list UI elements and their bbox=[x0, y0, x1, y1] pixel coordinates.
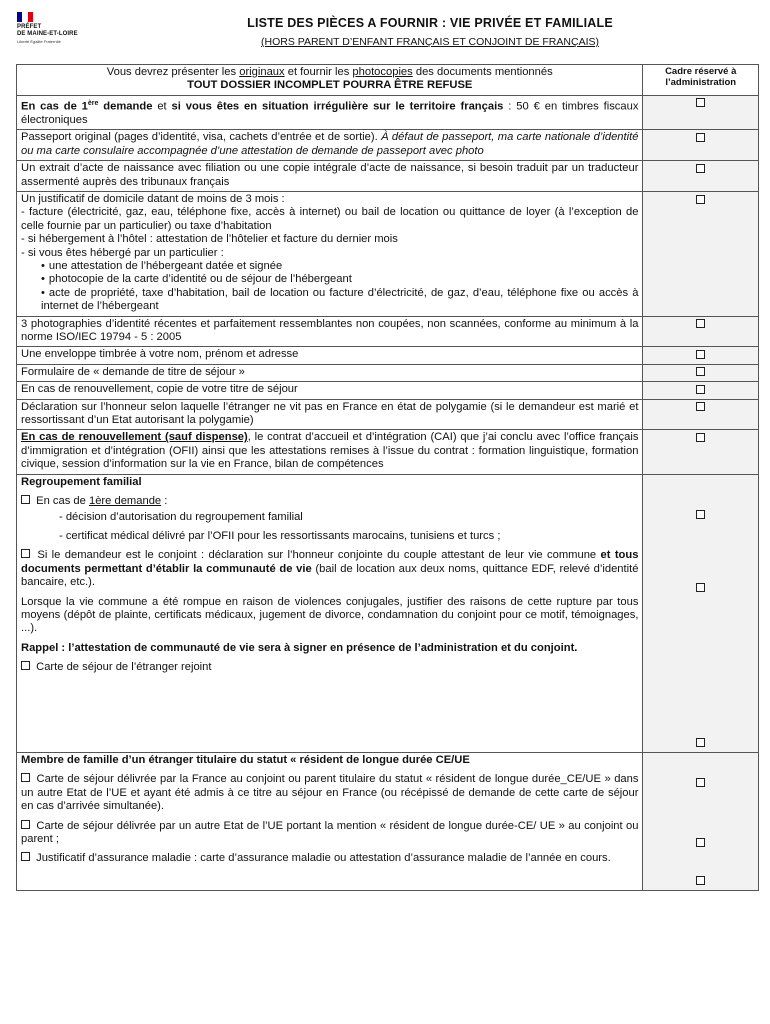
r1-e: : 50 € en timbres fiscaux électroniques bbox=[21, 100, 639, 126]
rg3: Lorsque la vie commune a été rompue en raison de violences conjugales, justifier des raisons de cette rupture par tous moyens (dépôt de plainte, certificats médicaux, jugement de divorce, condamnation du conjoint pour ce motif, témoignages, ...). bbox=[21, 595, 639, 635]
admin-checkbox[interactable] bbox=[696, 164, 705, 173]
admin-checkbox[interactable] bbox=[696, 433, 705, 442]
r1-b: demande bbox=[98, 100, 153, 113]
intro-originaux: originaux bbox=[239, 66, 285, 78]
host-documents-list bbox=[21, 260, 638, 314]
r1-sup: ère bbox=[87, 99, 99, 107]
r2-b: À défaut de passeport, ma carte nationale d’identité ou ma carte consulaire accompagnée d’une attestation de demande de passeport avec photo bbox=[21, 131, 639, 157]
republic-flag-icon bbox=[17, 12, 33, 22]
prefecture-logo bbox=[17, 12, 107, 44]
r10-a: En cas de renouvellement (sauf dispense) bbox=[21, 431, 248, 444]
admin-checkbox-cell bbox=[643, 95, 759, 130]
admin-checkbox[interactable] bbox=[696, 319, 705, 328]
admin-checkbox[interactable] bbox=[696, 738, 705, 747]
rg2-a: Si le demandeur est le conjoint : déclaration sur l’honneur conjointe du couple attestant de leur vie commune bbox=[33, 549, 601, 562]
ld3-text: Justificatif d’assurance maladie : carte d’assurance maladie ou attestation d’assurance maladie de l’année en cours. bbox=[33, 852, 611, 865]
table-row bbox=[17, 130, 759, 161]
admin-checkbox-cell bbox=[643, 316, 759, 347]
rg5 bbox=[21, 661, 638, 674]
admin-checkbox-cell bbox=[643, 130, 759, 161]
table-row bbox=[17, 399, 759, 430]
document-header bbox=[160, 16, 700, 48]
flag-red bbox=[28, 12, 33, 22]
intro-cell bbox=[17, 65, 643, 96]
rg5-text: Carte de séjour de l’étranger rejoint bbox=[33, 661, 212, 674]
admin-checkbox[interactable] bbox=[696, 385, 705, 394]
admin-checkbox-column bbox=[643, 474, 759, 752]
rg1 bbox=[21, 495, 638, 508]
r4-line: - si hébergement à l’hôtel : attestation de l’hôtelier et facture du dernier mois bbox=[21, 233, 398, 246]
proof-of-address-cell bbox=[17, 191, 643, 316]
admin-checkbox[interactable] bbox=[696, 367, 705, 376]
document-subtitle: (HORS PARENT D’ENFANT FRANÇAIS ET CONJOINT DE FRANÇAIS) bbox=[261, 36, 599, 48]
intro-warning: TOUT DOSSIER INCOMPLET POURRA ÊTRE REFUSE bbox=[187, 79, 473, 92]
admin-checkbox-cell bbox=[643, 399, 759, 430]
admin-checkbox[interactable] bbox=[696, 583, 705, 592]
rg2 bbox=[21, 549, 638, 589]
fiscal-stamps-cell bbox=[17, 95, 643, 130]
birth-certificate-cell: Un extrait d’acte de naissance avec filiation ou une copie intégrale d’acte de naissance, si besoin traduit par un traducteur assermenté auprès des tribunaux français bbox=[17, 161, 643, 192]
admin-checkbox-column bbox=[643, 752, 759, 890]
renewal-copy-cell: En cas de renouvellement, copie de votre titre de séjour bbox=[17, 382, 643, 399]
admin-checkbox-cell bbox=[643, 191, 759, 316]
list-item: • acte de propriété, taxe d’habitation, bail de location ou facture d’électricité, de gaz, d’eau, téléphone fixe ou accès à internet de l’hébergeant bbox=[41, 287, 638, 314]
table-header-row bbox=[17, 65, 759, 96]
ld3 bbox=[21, 852, 638, 865]
table-row bbox=[17, 364, 759, 381]
r1-c: et bbox=[152, 100, 172, 113]
form-cell: Formulaire de « demande de titre de séjour » bbox=[17, 364, 643, 381]
admin-checkbox-cell bbox=[643, 364, 759, 381]
admin-checkbox-cell bbox=[643, 161, 759, 192]
admin-checkbox[interactable] bbox=[696, 510, 705, 519]
checkbox-icon bbox=[21, 495, 30, 504]
family-reunification-cell bbox=[17, 474, 643, 752]
table-row bbox=[17, 382, 759, 399]
ld2-text: Carte de séjour délivrée par un autre Etat de l’UE portant la mention « résident de longue durée-CE/ UE » au conjoint ou parent ; bbox=[21, 819, 639, 845]
document-title: LISTE DES PIÈCES A FOURNIR : VIE PRIVÉE ET FAMILIALE bbox=[247, 16, 613, 30]
admin-header: Cadre réservé à l’administration bbox=[643, 65, 759, 96]
admin-checkbox[interactable] bbox=[696, 402, 705, 411]
r1-d: si vous êtes en situation irrégulière sur le territoire français bbox=[171, 100, 504, 113]
polygamy-declaration-cell: Déclaration sur l’honneur selon laquelle l’étranger ne vit pas en France en état de polygamie (si le demandeur est marié et ressortissant d’un Etat autorisant la polygamie) bbox=[17, 399, 643, 430]
r4-line: Un justificatif de domicile datant de moins de 3 mois : bbox=[21, 192, 285, 205]
rg1-d2: - certificat médical délivré par l’OFII pour les ressortissants marocains, tunisiens et turcs ; bbox=[59, 529, 501, 542]
checkbox-icon bbox=[21, 773, 30, 782]
table-row bbox=[17, 474, 759, 752]
long-term-resident-title: Membre de famille d’un étranger titulaire du statut « résident de longue durée CE/UE bbox=[21, 753, 470, 766]
documents-table bbox=[16, 64, 759, 891]
rg1-a: En cas de bbox=[33, 495, 89, 508]
table-row bbox=[17, 752, 759, 890]
admin-checkbox[interactable] bbox=[696, 350, 705, 359]
intro-mid: et fournir les bbox=[284, 66, 353, 78]
rg1-details bbox=[21, 511, 638, 544]
checkbox-icon bbox=[21, 852, 30, 861]
cai-contract-cell bbox=[17, 430, 643, 474]
admin-checkbox-cell bbox=[643, 382, 759, 399]
rg1-b: 1ère demande bbox=[88, 495, 162, 508]
admin-checkbox-cell bbox=[643, 347, 759, 364]
envelope-cell: Une enveloppe timbrée à votre nom, prénom et adresse bbox=[17, 347, 643, 364]
intro-post: des documents mentionnés bbox=[412, 66, 553, 78]
table-row bbox=[17, 347, 759, 364]
table-row bbox=[17, 161, 759, 192]
rg1-d1: - décision d’autorisation du regroupement familial bbox=[59, 510, 303, 523]
table-row bbox=[17, 95, 759, 130]
admin-checkbox[interactable] bbox=[696, 838, 705, 847]
checkbox-icon bbox=[21, 549, 30, 558]
rg2-b: et tous documents permettant d’établir la communauté de vie bbox=[21, 549, 639, 575]
logo-motto: Liberté Égalité Fraternité bbox=[17, 39, 61, 44]
admin-checkbox[interactable] bbox=[696, 195, 705, 204]
long-term-resident-cell bbox=[17, 752, 643, 890]
family-reunification-title: Regroupement familial bbox=[21, 475, 142, 488]
ld2 bbox=[21, 820, 638, 847]
table-row bbox=[17, 191, 759, 316]
logo-line2: DE MAINE-ET-LOIRE bbox=[17, 31, 78, 37]
r4-line: - facture (électricité, gaz, eau, téléphone fixe, accès à internet) ou bail de location ou quittance de loyer (à l’exception de celle fournie par un particulier) ou taxe d’habitation bbox=[21, 206, 639, 232]
r2-a: Passeport original (pages d’identité, visa, cachets d’entrée et de sortie). bbox=[21, 131, 382, 144]
list-item: • une attestation de l’hébergeant datée et signée bbox=[41, 260, 638, 273]
admin-checkbox[interactable] bbox=[696, 778, 705, 787]
list-item: • photocopie de la carte d’identité ou de séjour de l’hébergeant bbox=[41, 273, 638, 286]
rg2-c: (bail de location aux deux noms, quittance EDF, relevé d’identité bancaire, etc.). bbox=[21, 562, 639, 589]
admin-checkbox[interactable] bbox=[696, 133, 705, 142]
intro-photocopies: photocopies bbox=[352, 66, 413, 78]
table-row bbox=[17, 430, 759, 474]
photos-cell: 3 photographies d’identité récentes et parfaitement ressemblantes non coupées, non scannées, conforme au minimum à la norme ISO/IEC 19794 - 5 : 2005 bbox=[17, 316, 643, 347]
ld1 bbox=[21, 773, 638, 813]
rg4: Rappel : l’attestation de communauté de vie sera à signer en présence de l’administration et du conjoint. bbox=[21, 641, 578, 654]
logo-line1: PRÉFET bbox=[17, 24, 42, 30]
ld1-text: Carte de séjour délivrée par la France au conjoint ou parent titulaire du statut « résident de longue durée_CE/UE » dans un autre Etat de l’UE et ayant été admis à ce titre au séjour en France (ou récépissé de demande de cette carte de séjour en cas d’arrivée simultanée). bbox=[21, 773, 639, 813]
checkbox-icon bbox=[21, 661, 30, 670]
r1-a: En cas de 1 bbox=[21, 100, 88, 113]
table-row bbox=[17, 316, 759, 347]
r10-b: , le contrat d’accueil et d’intégration (CAI) que j’ai conclu avec l’office français d’immigration et d’intégration (OFII) ainsi que les attestations remises à l’issue du contrat : formation linguistique, formation civique, session d’information sur la vie en France, bilan de compétences bbox=[21, 431, 639, 471]
rg1-c: : bbox=[161, 495, 168, 508]
r4-line: - si vous êtes hébergé par un particulier : bbox=[21, 246, 224, 259]
passport-cell bbox=[17, 130, 643, 161]
admin-checkbox[interactable] bbox=[696, 876, 705, 885]
admin-checkbox[interactable] bbox=[696, 98, 705, 107]
checkbox-icon bbox=[21, 820, 30, 829]
admin-checkbox-cell bbox=[643, 430, 759, 474]
intro-pre: Vous devrez présenter les bbox=[106, 66, 240, 78]
